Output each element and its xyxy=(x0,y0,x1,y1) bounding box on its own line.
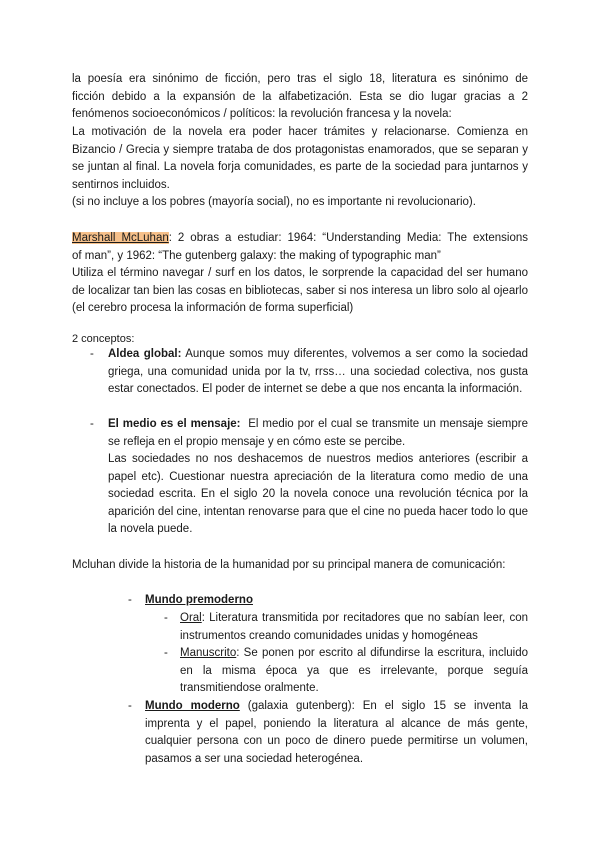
oral-text: : Literatura transmitida por recitadores que no sabían leer, con instrumentos creando comunidades unidas y homogéneas xyxy=(180,612,528,642)
oral-item xyxy=(180,610,528,645)
mcluhan-line-2: of man”, y 1962: “The gutenberg galaxy: the making of typographic man” xyxy=(72,250,441,262)
aldea-global-label: Aldea global: xyxy=(108,348,182,360)
aldea-global-item xyxy=(108,346,528,399)
intro-line-2: ficción debido a la expansión de la alfabetización. Esta se dio lugar gracias a 2 xyxy=(72,91,528,103)
medio-mensaje-item xyxy=(108,416,528,451)
bullet-dash: - xyxy=(164,612,168,624)
nota-paragraph: (si no incluye a los pobres (mayoría social), no es importante ni revolucionario). xyxy=(72,196,476,208)
medio-mensaje-text-2: Las sociedades no nos deshacemos de nuestros medios anteriores (escribir a papel etc). Cuestionar nuestra apreciación de la literatura como medio de una sociedad escrita. En el siglo 20 la novela conoce una revolución técnica por la aparición del cine, intentan renovarse para que el cine no pueda hacer todo lo que la novela puede. xyxy=(108,453,528,536)
bullet-dash: - xyxy=(90,348,94,360)
moderno-item xyxy=(145,698,528,768)
conceptos-heading: 2 conceptos: xyxy=(72,333,135,345)
bullet-dash: - xyxy=(164,647,168,659)
bullet-dash: - xyxy=(128,594,132,606)
manuscrito-label: Manuscrito xyxy=(180,647,237,659)
premoderno-item xyxy=(145,592,253,610)
moderno-text: (galaxia gutenberg): En el siglo 15 se inventa la imprenta y el papel, poniendo la literatura al alcance de más gente, cualquier persona con un poco de dinero puede permitirse un volumen, pasamos a ser una sociedad heterogénea. xyxy=(145,700,528,765)
intro-line-1: la poesía era sinónimo de ficción, pero tras el siglo 18, literatura es sinónimo de xyxy=(72,73,528,85)
motivacion-paragraph: La motivación de la novela era poder hacer trámites y relacionarse. Comienza en Bizancio / Grecia y siempre trataba de dos protagonistas enamorados, que se separan y se juntan al final. La novela forja comunidades, es parte de la sociedad para juntarnos y sentirnos incluidos. xyxy=(72,126,528,191)
mcluhan-works: : 2 obras a estudiar: 1964: “Understanding Media: The extensions xyxy=(168,232,528,244)
manuscrito-text: : Se ponen por escrito al difundirse la escritura, incluido en la misma época ya que es irrelevante, porque seguía transmitiendose oralmente. xyxy=(180,647,528,695)
manuscrito-item xyxy=(180,645,528,698)
moderno-label: Mundo moderno xyxy=(145,700,240,712)
mcluhan-line-1 xyxy=(72,230,528,248)
medio-mensaje-label: El medio es el mensaje: xyxy=(108,418,241,430)
aldea-global-text: Aunque somos muy diferentes, volvemos a ser como la sociedad griega, una comunidad unida por la tv, rrss… una sociedad colectiva, nos gusta estar conectados. El poder de internet se debe a que nos encanta la información. xyxy=(108,348,529,396)
navegar-paragraph: Utiliza el término navegar / surf en los datos, le sorprende la capacidad del ser humano de localizar tan bien las cosas en bibliotecas, saber si nos interesa un libro solo al ojearlo (el cerebro procesa la información de forma superficial) xyxy=(72,267,528,315)
oral-label: Oral xyxy=(180,612,202,624)
medio-mensaje-text: El medio por el cual se transmite un mensaje siempre se refleja en el propio mensaje y en cómo este se percibe. xyxy=(108,418,528,448)
historia-intro: Mcluhan divide la historia de la humanidad por su principal manera de comunicación: xyxy=(72,559,506,571)
mcluhan-name: Marshall McLuhan xyxy=(72,232,169,244)
premoderno-label: Mundo premoderno xyxy=(145,594,253,606)
bullet-dash: - xyxy=(128,700,132,712)
bullet-dash: - xyxy=(90,418,94,430)
intro-line-3: fenómenos socioeconómicos / políticos: la revolución francesa y la novela: xyxy=(72,108,452,120)
